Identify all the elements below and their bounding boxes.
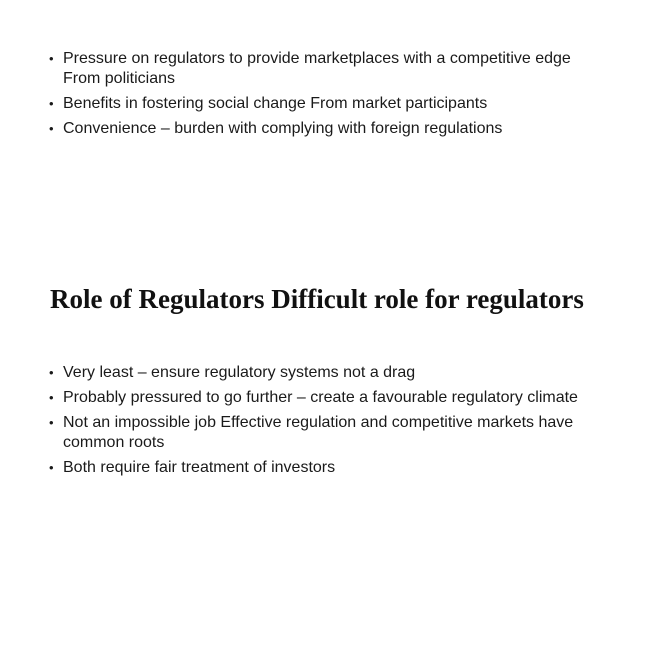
bullet-text: Convenience – burden with complying with foreign regulations [63, 120, 503, 137]
bullet-text: Both require fair treatment of investors [63, 459, 336, 476]
bullet-text: Benefits in fostering social change From market participants [63, 95, 488, 112]
section-heading: Role of Regulators Difficult role for regulators [50, 284, 584, 314]
bullet-list-bottom [48, 363, 608, 483]
bullet-icon: • [49, 415, 54, 430]
bullet-list-top [48, 49, 608, 144]
list-item [48, 119, 608, 139]
bullet-icon: • [49, 96, 54, 111]
list-item [48, 363, 608, 383]
list-item [48, 413, 608, 453]
bullet-icon: • [49, 390, 54, 405]
list-item [48, 388, 608, 408]
list-item [48, 458, 608, 478]
bullet-text: Pressure on regulators to provide marketplaces with a competitive edge From politicians [63, 50, 571, 87]
list-item [48, 49, 608, 89]
bullet-icon: • [49, 460, 54, 475]
bullet-text: Very least – ensure regulatory systems not a drag [63, 364, 416, 381]
bullet-icon: • [49, 365, 54, 380]
list-item [48, 94, 608, 114]
bullet-icon: • [49, 121, 54, 136]
bullet-text: Probably pressured to go further – create a favourable regulatory climate [63, 389, 578, 406]
bullet-icon: • [49, 51, 54, 66]
bullet-text: Not an impossible job Effective regulation and competitive markets have common roots [63, 414, 574, 451]
